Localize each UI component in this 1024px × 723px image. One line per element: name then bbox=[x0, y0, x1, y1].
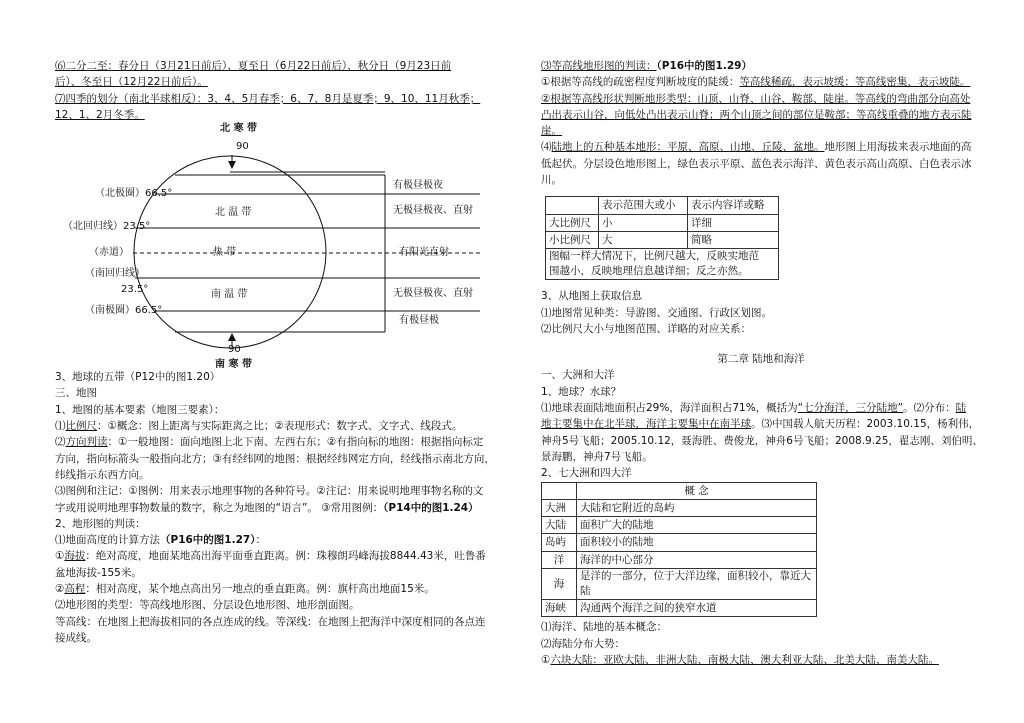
table-cell: 表示内容详或略 bbox=[688, 197, 779, 214]
altitude-desc: ：绝对高度，地面某地高出海平面垂直距离。例：珠穆朗玛峰海拔8844.43米，吐鲁番 bbox=[85, 550, 486, 563]
table-cell: 岛屿 bbox=[542, 534, 577, 551]
basic-desc: 地形图上用海拔来表示地面的高 bbox=[824, 141, 972, 154]
table-cell: 洋 bbox=[542, 551, 577, 568]
spaceflight-line-2: 神舟5号飞船；2005.10.12，聂海胜、费俊龙，神舟6号飞船；2008.9.25，翟志刚、刘伯明、 bbox=[541, 434, 983, 447]
table-cell bbox=[577, 569, 817, 600]
arctic-circle-label: （北极圈）66.5° bbox=[95, 188, 173, 200]
table-cell: 面积较小的陆地 bbox=[577, 534, 817, 551]
five-zones-diagram bbox=[55, 123, 480, 371]
table-cell: 简略 bbox=[688, 231, 779, 248]
land-sea-summary: “七分海洋，三分陆地” bbox=[797, 402, 904, 415]
table-cell: 大陆 bbox=[542, 517, 577, 534]
table-cell: 海 bbox=[542, 569, 577, 600]
table-row bbox=[546, 249, 779, 280]
table-note-cell bbox=[546, 249, 779, 280]
right-column bbox=[541, 58, 981, 668]
table-cell: 海洋的中心部分 bbox=[577, 551, 817, 568]
elevation-desc: ：相对高度，某个地点高出另一地点的垂直距离。例：旗杆高出地面15米。 bbox=[85, 583, 435, 596]
height-figure-ref: （P16中的图1.27） bbox=[160, 534, 256, 547]
tropic-north-label: （北回归线）23.5° bbox=[63, 221, 151, 233]
sea-def-line-2: 陆 bbox=[580, 585, 591, 598]
six-continents-line bbox=[541, 652, 981, 668]
basic-concepts-line: ⑴海洋、陆地的基本概念： bbox=[541, 621, 667, 634]
zone-feature-4: 无极昼极夜、直射 bbox=[393, 288, 473, 300]
direction-num: ⑵ bbox=[55, 436, 66, 449]
height-calc-text: ⑴地面高度的计算方法 bbox=[55, 534, 160, 547]
distribution-text: 。⑵分布： bbox=[903, 402, 956, 415]
legend-line-2 bbox=[55, 500, 480, 516]
seasons-line-1 bbox=[55, 91, 480, 107]
direction-line-2: 方向，指向标箭头一般指向北方；③有经纬网的地图：根据经纬网定方向，经线指示南北方向， bbox=[55, 452, 495, 465]
scale-desc: ：①概念：图上距离与实际距离之比；②表现形式：数字式、文字式、线段式。 bbox=[97, 420, 463, 433]
section-map-heading: 三、地图 bbox=[55, 387, 97, 400]
south-temperate-label: 南 温 带 bbox=[211, 289, 248, 301]
map-types-line: ⑵地形图的类型：等高线地形图、分层设色地形图、地形剖面图。 bbox=[55, 599, 360, 612]
table-cell bbox=[542, 482, 577, 499]
table-cell: 表示范围大或小 bbox=[599, 197, 688, 214]
height-colon: ： bbox=[255, 534, 266, 547]
solstice-line-1: ⑹二分二至：春分日（3月21日前后）、夏至日（6月22日前后）、秋分日（9月23日前 bbox=[55, 60, 452, 72]
altitude-term: 海拔 bbox=[64, 550, 86, 563]
contour-reading-heading bbox=[541, 58, 981, 74]
landform-line-3: 崖。 bbox=[541, 125, 562, 138]
table-row bbox=[542, 517, 817, 534]
slope-text: ①根据等高线的疏密程度判断坡度的陡缓： bbox=[541, 76, 740, 89]
contour-reading-text: ⑶等高线地形图的判读： bbox=[541, 60, 657, 72]
earth-question-line: 1、地球？水球？ bbox=[541, 385, 622, 398]
landform-rule: 等高线的弯曲部分向高处 bbox=[854, 92, 971, 105]
zone-feature-3: 有阳光直射 bbox=[399, 247, 449, 259]
contour-figure-ref: （P16中的图1.29） bbox=[656, 60, 752, 72]
table-row bbox=[546, 197, 779, 214]
direction-desc: ：①一般地图：面向地图上北下南、左西右东；②有指向标的地图：根据指向标定 bbox=[107, 436, 484, 449]
land-sea-text: ⑴地球表面陆地面积占29%，海洋面积占71%，概括为 bbox=[541, 402, 798, 415]
slope-line bbox=[541, 74, 981, 90]
table-cell: 面积广大的陆地 bbox=[577, 517, 817, 534]
scale-comparison-table bbox=[545, 196, 779, 280]
zone-feature-1: 有极昼极夜 bbox=[393, 180, 443, 192]
map-elements-heading: 1、地图的基本要素（地图三要素）： bbox=[55, 403, 225, 416]
left-column bbox=[55, 58, 495, 646]
five-zones-caption: 3、地球的五带（P12中的图1.20） bbox=[55, 371, 221, 384]
seasons-line-2: 12、1、2月冬季。 bbox=[55, 108, 145, 121]
table-header-cell: 概 念 bbox=[577, 482, 817, 499]
seasons-text: ⑺四季的划分（南北半球相反）：3、4、5月春季；6、7、8月是夏季；9、10、11月秋季； bbox=[55, 92, 481, 105]
seven-four-heading: 2、七大洲和四大洋 bbox=[541, 467, 632, 480]
table-note-line-1: 图幅一样大情况下，比例尺越大，反映实地范 bbox=[549, 250, 759, 263]
basic-num: ⑷ bbox=[541, 141, 552, 154]
direction-term: 方向判读 bbox=[65, 436, 108, 449]
map-info-heading: 3、从地图上获取信息 bbox=[541, 290, 643, 303]
basic-landforms-line bbox=[541, 139, 981, 155]
zone-feature-5: 有极昼极 bbox=[399, 315, 439, 327]
legend-line-1: ⑶图例和注记：①图例：用来表示地理事物的各种符号。②注记：用来说明地理事物名称的文 bbox=[55, 485, 484, 498]
zone-feature-2: 无极昼极夜、直射 bbox=[393, 205, 473, 217]
tropic-south-degree: 23.5° bbox=[121, 284, 149, 296]
scale-relation-line: ⑵比例尺大小与地图范围、详略的对应关系： bbox=[541, 322, 751, 335]
antarctic-circle-label: （南极圈）66.5° bbox=[85, 305, 163, 317]
table-row bbox=[546, 231, 779, 248]
altitude-num: ① bbox=[55, 550, 65, 563]
contour-def-line-2: 接成线。 bbox=[55, 631, 97, 644]
table-cell: 海峡 bbox=[542, 600, 577, 617]
land-sea-line-2 bbox=[541, 416, 981, 432]
table-cell: 小比例尺 bbox=[546, 231, 599, 248]
land-sea-line-1 bbox=[541, 400, 981, 416]
table-cell: 大洲 bbox=[542, 499, 577, 516]
distribution-rule: 地主要集中在北半球，海洋主要集中在南半球 bbox=[541, 418, 751, 431]
equator-label: （赤道） bbox=[89, 247, 129, 259]
altitude-line-1 bbox=[55, 548, 486, 564]
direction-line-3: 纬线指示东西方向。 bbox=[55, 468, 150, 481]
distribution-start: 陆 bbox=[955, 402, 967, 415]
continents-heading: 一、大洲和大洋 bbox=[541, 369, 615, 382]
contour-def-line-1: 等高线：在地图上把海拔相同的各点连成的线。等深线：在地图上把海洋中深度相同的各点连 bbox=[55, 615, 486, 628]
table-row bbox=[546, 214, 779, 231]
north-temperate-label: 北 温 带 bbox=[215, 207, 252, 219]
torrid-label: 热 带 bbox=[213, 247, 237, 259]
table-row bbox=[542, 482, 817, 499]
basic-landforms: 陆地上的五种基本地形：平原、高原、山地、丘陵、盆地。 bbox=[551, 141, 825, 154]
south-frigid-label: 南 寒 带 bbox=[215, 359, 252, 371]
table-row bbox=[542, 569, 817, 600]
table-cell: 大比例尺 bbox=[546, 214, 599, 231]
solstice-line-2: 后）、冬至日（12月22日前后）。 bbox=[55, 76, 208, 89]
concepts-table bbox=[541, 482, 817, 618]
direction-line-1 bbox=[55, 434, 484, 450]
elevation-num: ② bbox=[55, 583, 65, 596]
landform-types: ②根据等高线形状判断地形类型：山顶、山脊、山谷、鞍部、陡崖。 bbox=[541, 92, 855, 105]
table-row bbox=[542, 534, 817, 551]
tropic-south-label: （南回归线） bbox=[85, 268, 145, 280]
table-cell: 大陆和它附近的岛屿 bbox=[577, 499, 817, 516]
table-row bbox=[542, 600, 817, 617]
south-90-label: 90 bbox=[228, 344, 241, 356]
terrain-heading: 2、地形图的判读： bbox=[55, 517, 146, 530]
spaceflight-line-3: 景海鹏，神舟7号飞船。 bbox=[541, 450, 653, 463]
elevation-term: 高程 bbox=[64, 583, 86, 596]
distribution-heading: ⑵海陆分布大势： bbox=[541, 637, 625, 650]
scale-term: 比例尺 bbox=[65, 420, 97, 433]
six-continents: 六块大陆：亚欧大陆、非洲大陆、南极大陆、澳大利亚大陆、北美大陆、南美大陆。 bbox=[550, 653, 939, 666]
legend-figure-ref: （P14中的图1.24） bbox=[383, 501, 479, 514]
table-cell bbox=[546, 197, 599, 214]
landform-line-1 bbox=[541, 91, 981, 107]
table-cell: 小 bbox=[599, 214, 688, 231]
color-layer-line-2: 川。 bbox=[541, 174, 562, 187]
table-note-line-2: 围越小，反映地理信息越详细；反之亦然。 bbox=[549, 265, 749, 278]
height-calc-line bbox=[55, 532, 480, 548]
spaceflight-text: 。⑶中国载人航天历程：2003.10.15，杨利伟， bbox=[751, 418, 980, 431]
slope-rule: 等高线稀疏，表示坡缓；等高线密集，表示坡陡。 bbox=[739, 76, 971, 89]
landform-line-2: 凸出表示山谷，向低处凸出表示山脊；两个山顶之间的部位是鞍部；等高线重叠的地方表示陡 bbox=[541, 108, 972, 121]
elevation-line bbox=[55, 581, 480, 597]
table-cell: 沟通两个海洋之间的狭窄水道 bbox=[577, 600, 817, 617]
scale-line bbox=[55, 418, 480, 434]
sea-def-line-1: 是洋的一部分，位于大洋边缘，面积较小，靠近大 bbox=[580, 570, 811, 583]
table-row bbox=[542, 499, 817, 516]
altitude-line-2: 盆地海拔-155米。 bbox=[55, 566, 142, 579]
table-row bbox=[542, 551, 817, 568]
scale-num: ⑴ bbox=[55, 420, 66, 433]
color-layer-line-1: 低起伏。分层设色地形图上，绿色表示平原、蓝色表示海洋、黄色表示高山高原、白色表示冰 bbox=[541, 157, 972, 170]
north-90-label: 90 bbox=[236, 141, 249, 153]
chapter-title: 第二章 陆地和海洋 bbox=[717, 353, 805, 366]
legend-text: 字或用说明地理事物数量的数字，称之为地图的“语言”。 ③常用图例： bbox=[55, 501, 384, 514]
table-cell: 大 bbox=[599, 231, 688, 248]
table-cell: 详细 bbox=[688, 214, 779, 231]
map-kinds-line: ⑴地图常见种类：导游图、交通图、行政区划图。 bbox=[541, 306, 772, 319]
six-num: ① bbox=[541, 653, 551, 666]
north-frigid-label: 北 寒 带 bbox=[220, 123, 257, 135]
